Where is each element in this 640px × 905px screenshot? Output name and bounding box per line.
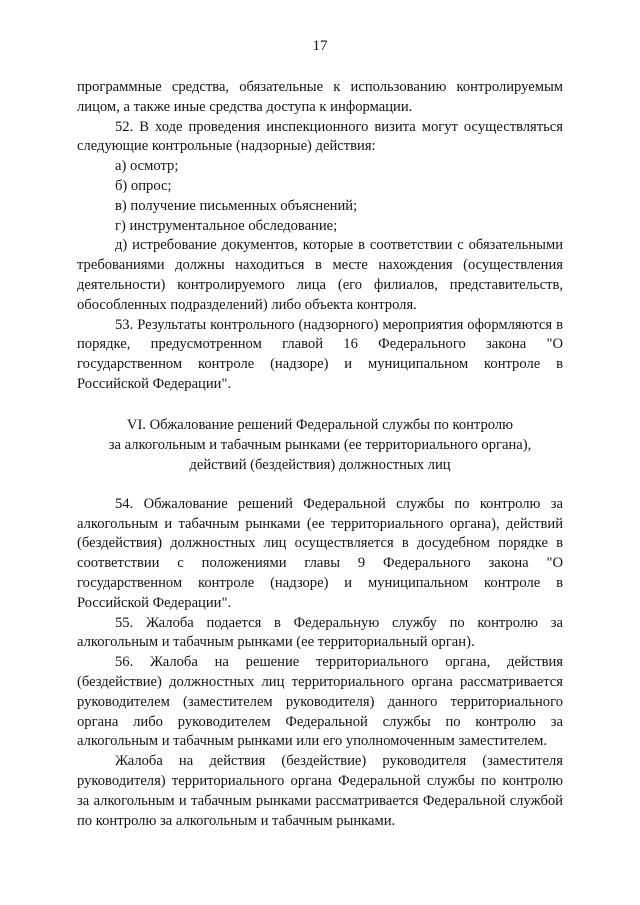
paragraph-53: 53. Результаты контрольного (надзорного) мероприятия оформляются в порядке, предусмотренном главой 16 Федерального закона "О государственном контроле (надзоре) и муниципальном контроле в Российской Федерации".	[77, 316, 563, 392]
paragraph-54: 54. Обжалование решений Федеральной службы по контролю за алкогольным и табачным рынками (ее территориального органа), действий (бездействия) должностных лиц осуществляется в досудебном порядке в соответствии с положениями главы 9 Федерального закона "О государственном контроле (надзоре) и муниципальном контроле в Российской Федерации".	[77, 495, 563, 611]
section-heading-line-3: действий (бездействия) должностных лиц	[189, 456, 451, 473]
section-heading-line-2: за алкогольным и табачным рынками (ее территориального органа),	[108, 436, 532, 453]
list-item-52a: а) осмотр;	[115, 158, 179, 175]
list-item-52b: б) опрос;	[115, 177, 172, 194]
paragraph-continued: программные средства, обязательные к использованию контролируемым лицом, а также иные средства доступа к информации.	[77, 79, 563, 115]
document-body	[77, 78, 563, 831]
page-number: 17	[312, 38, 328, 54]
paragraph-52: 52. В ходе проведения инспекционного визита могут осуществляться следующие контрольные (надзорные) действия:	[77, 118, 563, 155]
paragraph-56-continued: Жалоба на действия (бездействие) руководителя (заместителя руководителя) территориального органа Федеральной службы по контролю за алкогольным и табачным рынками рассматривается Федеральной службой по контролю за алкогольным и табачным рынками.	[77, 753, 563, 829]
paragraph-55: 55. Жалоба подается в Федеральную службу по контролю за алкогольным и табачным рынками (ее территориальный орган).	[77, 614, 563, 651]
list-item-52d: г) инструментальное обследование;	[115, 217, 338, 234]
list-item-52c: в) получение письменных объяснений;	[115, 197, 358, 214]
paragraph-56: 56. Жалоба на решение территориального органа, действия (бездействие) должностных лиц территориального органа рассматривается руководителем (заместителем руководителя) данного территориального органа либо руководителем Федеральной службы по контролю за алкогольным и табачным рынками или его уполномоченным заместителем.	[77, 654, 563, 750]
section-heading-line-1: VI. Обжалование решений Федеральной службы по контролю	[126, 416, 514, 433]
list-item-52e: д) истребование документов, которые в соответствии с обязательными требованиями должны находиться в месте нахождения (осуществления деятельности) контролируемого лица (его филиалов, представительств, обособленных подразделений) либо объекта контроля.	[77, 237, 563, 313]
